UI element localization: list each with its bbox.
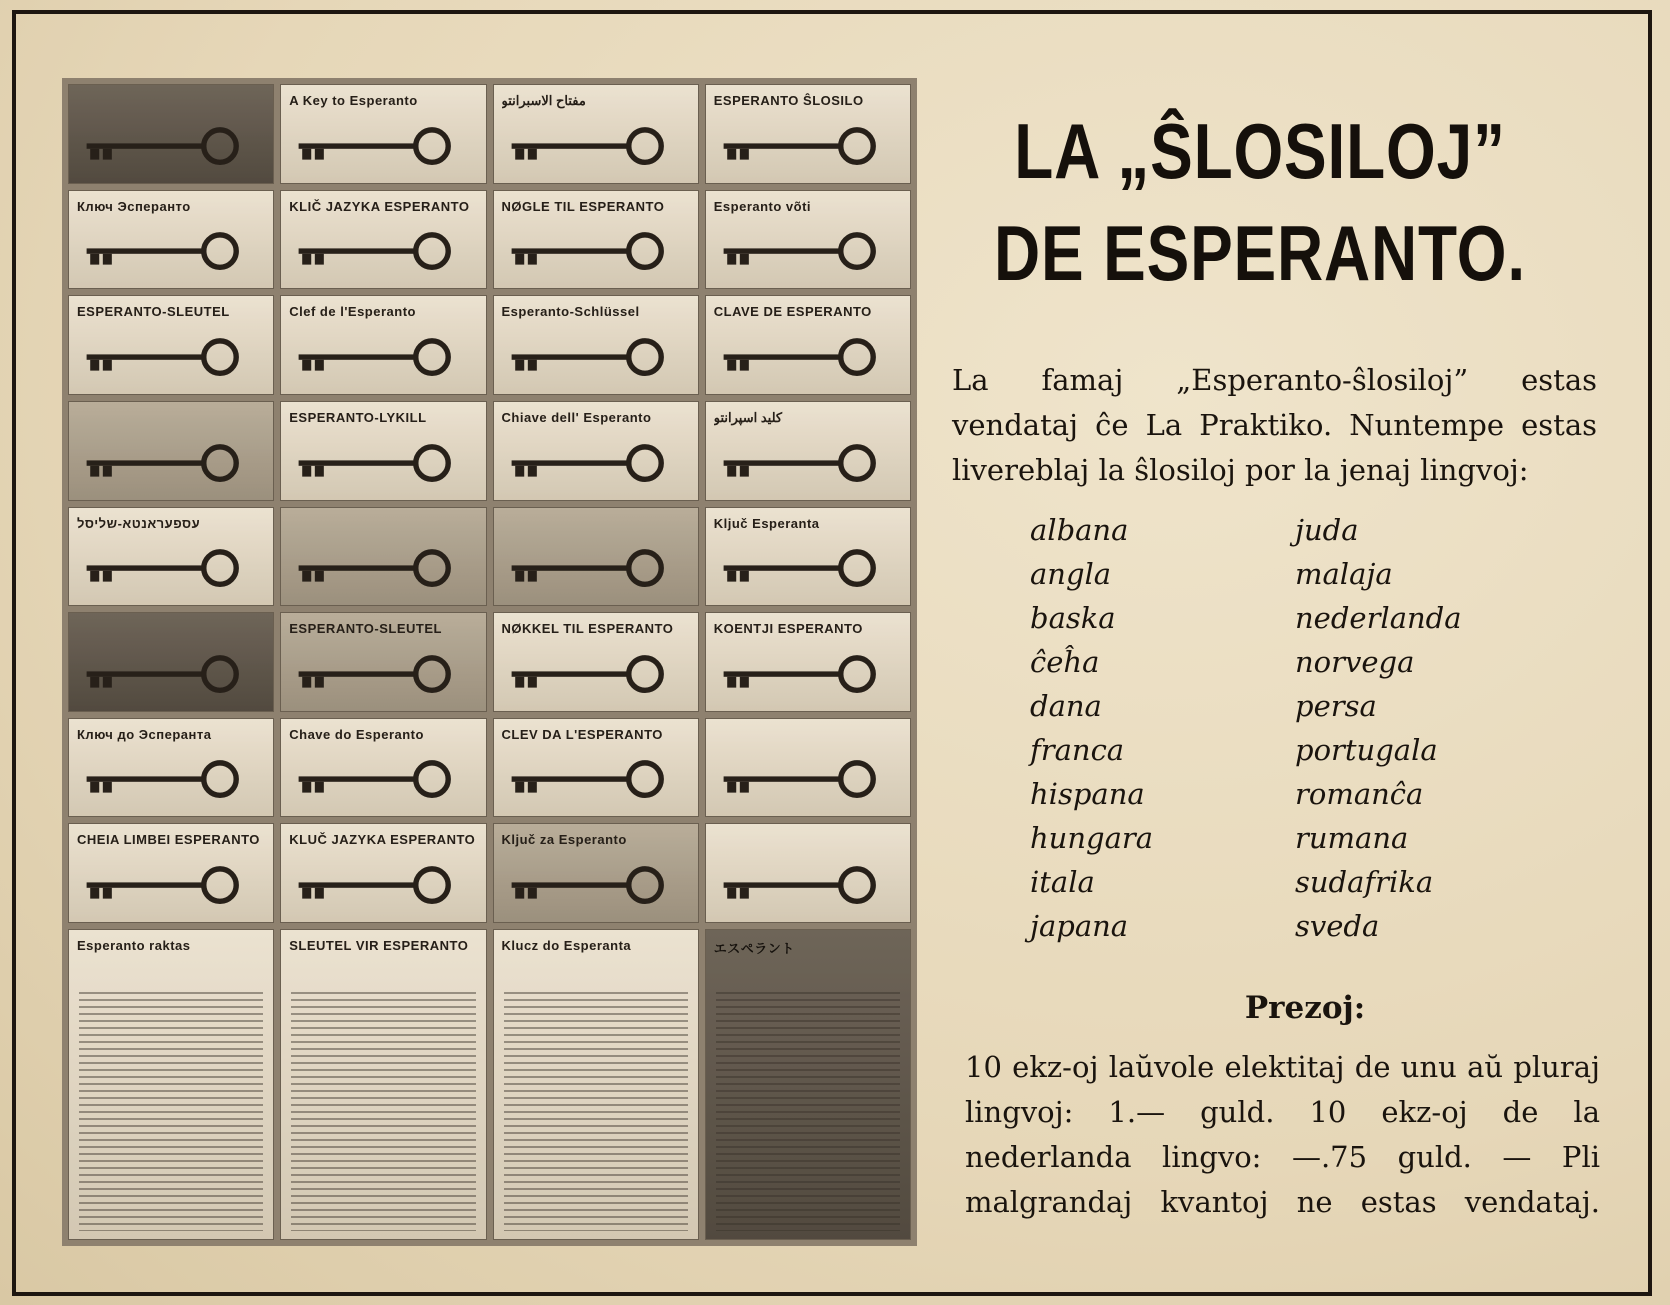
key-icon bbox=[720, 125, 900, 169]
booklet-card bbox=[280, 612, 486, 712]
booklet-title: ESPERANTO-SLEUTEL bbox=[77, 304, 230, 320]
booklet-text bbox=[291, 992, 475, 1231]
booklet-title: ESPERANTO-SLEUTEL bbox=[289, 621, 442, 637]
title-line-2: DE ESPERANTO. bbox=[994, 209, 1526, 297]
key-icon bbox=[295, 547, 475, 591]
key-icon bbox=[508, 125, 688, 169]
booklet-title: KLIČ JAZYKA ESPERANTO bbox=[289, 198, 470, 214]
key-icon bbox=[720, 336, 900, 380]
booklet-card bbox=[68, 823, 274, 923]
booklet-card bbox=[280, 401, 486, 501]
booklet-card bbox=[68, 401, 274, 501]
language-item: rumana bbox=[1295, 821, 1409, 855]
booklet-card bbox=[705, 823, 911, 923]
booklet-card bbox=[280, 823, 486, 923]
booklet-card bbox=[493, 718, 699, 818]
booklet-card bbox=[705, 612, 911, 712]
booklet-title: ESPERANTO-LYKILL bbox=[289, 409, 427, 425]
key-icon bbox=[508, 758, 688, 802]
booklet-card bbox=[493, 929, 699, 1240]
language-item: dana bbox=[1030, 689, 1102, 723]
booklet-text bbox=[504, 992, 688, 1231]
key-icon bbox=[720, 230, 900, 274]
booklet-card bbox=[68, 718, 274, 818]
booklet-card bbox=[705, 929, 911, 1240]
language-item: portugala bbox=[1295, 733, 1438, 767]
language-item: juda bbox=[1295, 513, 1359, 547]
booklet-card bbox=[280, 295, 486, 395]
key-icon bbox=[720, 442, 900, 486]
booklet-title: Esperanto-Schlüssel bbox=[501, 304, 640, 320]
booklet-card bbox=[68, 612, 274, 712]
key-icon bbox=[720, 547, 900, 591]
booklet-card bbox=[280, 929, 486, 1240]
booklet-title: CLEV DA L'ESPERANTO bbox=[501, 726, 663, 742]
booklet-card bbox=[705, 190, 911, 290]
booklet-card bbox=[493, 612, 699, 712]
language-item: japana bbox=[1030, 909, 1129, 943]
booklet-card bbox=[493, 190, 699, 290]
booklet-card bbox=[280, 718, 486, 818]
key-icon bbox=[295, 758, 475, 802]
key-icon bbox=[508, 230, 688, 274]
key-icon bbox=[720, 758, 900, 802]
key-icon bbox=[295, 442, 475, 486]
booklet-card bbox=[280, 507, 486, 607]
language-list bbox=[1030, 508, 1550, 948]
booklet-text bbox=[716, 992, 900, 1231]
key-icon bbox=[83, 125, 263, 169]
key-icon bbox=[295, 230, 475, 274]
language-item: angla bbox=[1030, 557, 1112, 591]
key-icon bbox=[508, 653, 688, 697]
booklet-title: مفتاح الاسبرانتو bbox=[501, 93, 586, 108]
booklet-title: NØGLE TIL ESPERANTO bbox=[501, 198, 665, 214]
booklet-title: Esperanto võti bbox=[713, 198, 812, 214]
key-icon bbox=[83, 758, 263, 802]
booklet-card bbox=[705, 718, 911, 818]
booklet-title: עספעראנטא-שליסל bbox=[77, 515, 201, 531]
key-icon bbox=[720, 864, 900, 908]
booklet-title: CLAVE DE ESPERANTO bbox=[713, 304, 872, 320]
booklet-title: KOENTJI ESPERANTO bbox=[713, 621, 863, 637]
booklet-title: Clef de l'Esperanto bbox=[289, 304, 416, 320]
booklet-title: SLEUTEL VIR ESPERANTO bbox=[289, 938, 469, 954]
booklet-card bbox=[493, 401, 699, 501]
booklet-card bbox=[68, 929, 274, 1240]
booklet-title: A Key to Esperanto bbox=[289, 93, 418, 108]
key-icon bbox=[83, 230, 263, 274]
language-item: itala bbox=[1030, 865, 1095, 899]
booklet-card bbox=[280, 84, 486, 184]
language-item: romanĉa bbox=[1295, 777, 1424, 811]
title-line-1: LA „ŜLOSILOJ” bbox=[1014, 107, 1506, 195]
key-icon bbox=[83, 653, 263, 697]
language-item: persa bbox=[1295, 689, 1377, 723]
key-icon bbox=[295, 125, 475, 169]
key-icon bbox=[295, 864, 475, 908]
booklet-title: ESPERANTO ŜLOSILO bbox=[713, 93, 864, 108]
key-icon bbox=[720, 653, 900, 697]
booklet-title: Ključ Esperanta bbox=[713, 515, 820, 531]
booklet-card bbox=[493, 84, 699, 184]
booklet-title: Esperanto raktas bbox=[77, 938, 191, 954]
prices-paragraph: 10 ekz-oj laŭvole elektitaj de unu aŭ pluraj lingvoj: 1.— guld. 10 ekz-oj de la nederlanda lingvo: —.75 guld. — Pli malgrandaj kvantoj ne estas vendataj. bbox=[965, 1050, 1600, 1219]
booklet-card bbox=[493, 823, 699, 923]
intro-paragraph: La famaj „Esperanto-ŝlosiloj” estas vendataj ĉe La Praktiko. Nuntempe estas livereblaj la ŝlosiloj por la jenaj lingvoj: bbox=[952, 363, 1597, 487]
key-icon bbox=[508, 442, 688, 486]
language-item: sveda bbox=[1295, 909, 1380, 943]
booklet-title: Chiave dell' Esperanto bbox=[501, 409, 652, 425]
prices-heading: Prezoj: bbox=[1244, 990, 1366, 1026]
booklet-card bbox=[705, 295, 911, 395]
language-item: franca bbox=[1030, 733, 1125, 767]
key-icon bbox=[295, 336, 475, 380]
language-item: hungara bbox=[1030, 821, 1154, 855]
key-icon bbox=[83, 336, 263, 380]
booklet-title: CHEIA LIMBEI ESPERANTO bbox=[77, 832, 260, 848]
booklet-title: Ключ Эсперанто bbox=[77, 198, 191, 214]
key-icon bbox=[83, 864, 263, 908]
booklet-card bbox=[280, 190, 486, 290]
language-item: norvega bbox=[1295, 645, 1415, 679]
booklet-title: Klucz do Esperanta bbox=[501, 938, 632, 954]
key-icon bbox=[508, 864, 688, 908]
language-item: hispana bbox=[1030, 777, 1145, 811]
booklet-card bbox=[68, 295, 274, 395]
booklet-title: Ključ za Esperanto bbox=[501, 832, 627, 848]
page-title bbox=[965, 100, 1555, 304]
booklet-card bbox=[68, 507, 274, 607]
booklet-card bbox=[493, 507, 699, 607]
language-item: baska bbox=[1030, 601, 1116, 635]
booklet-card bbox=[493, 295, 699, 395]
key-icon bbox=[508, 547, 688, 591]
booklet-title: كليد اسپرانتو bbox=[713, 409, 783, 425]
booklet-card bbox=[705, 401, 911, 501]
booklet-title: エスペラント bbox=[713, 941, 795, 957]
booklet-title: KLUČ JAZYKA ESPERANTO bbox=[289, 832, 476, 848]
booklet-card bbox=[705, 84, 911, 184]
booklet-card bbox=[68, 190, 274, 290]
language-item: malaja bbox=[1295, 557, 1393, 591]
booklet-card bbox=[68, 84, 274, 184]
key-icon bbox=[508, 336, 688, 380]
language-item: albana bbox=[1030, 513, 1129, 547]
booklet-title: Chave do Esperanto bbox=[289, 726, 424, 742]
key-icon bbox=[295, 653, 475, 697]
language-item: nederlanda bbox=[1295, 601, 1462, 635]
key-icon bbox=[83, 442, 263, 486]
key-icon bbox=[83, 547, 263, 591]
key-booklets-photo bbox=[62, 78, 917, 1246]
language-item: ĉeĥa bbox=[1030, 645, 1100, 679]
booklet-text bbox=[79, 992, 263, 1231]
language-item: sudafrika bbox=[1295, 865, 1434, 899]
booklet-card bbox=[705, 507, 911, 607]
booklet-title: NØKKEL TIL ESPERANTO bbox=[501, 621, 674, 637]
booklet-title: Ключ до Эсперанта bbox=[77, 726, 212, 742]
